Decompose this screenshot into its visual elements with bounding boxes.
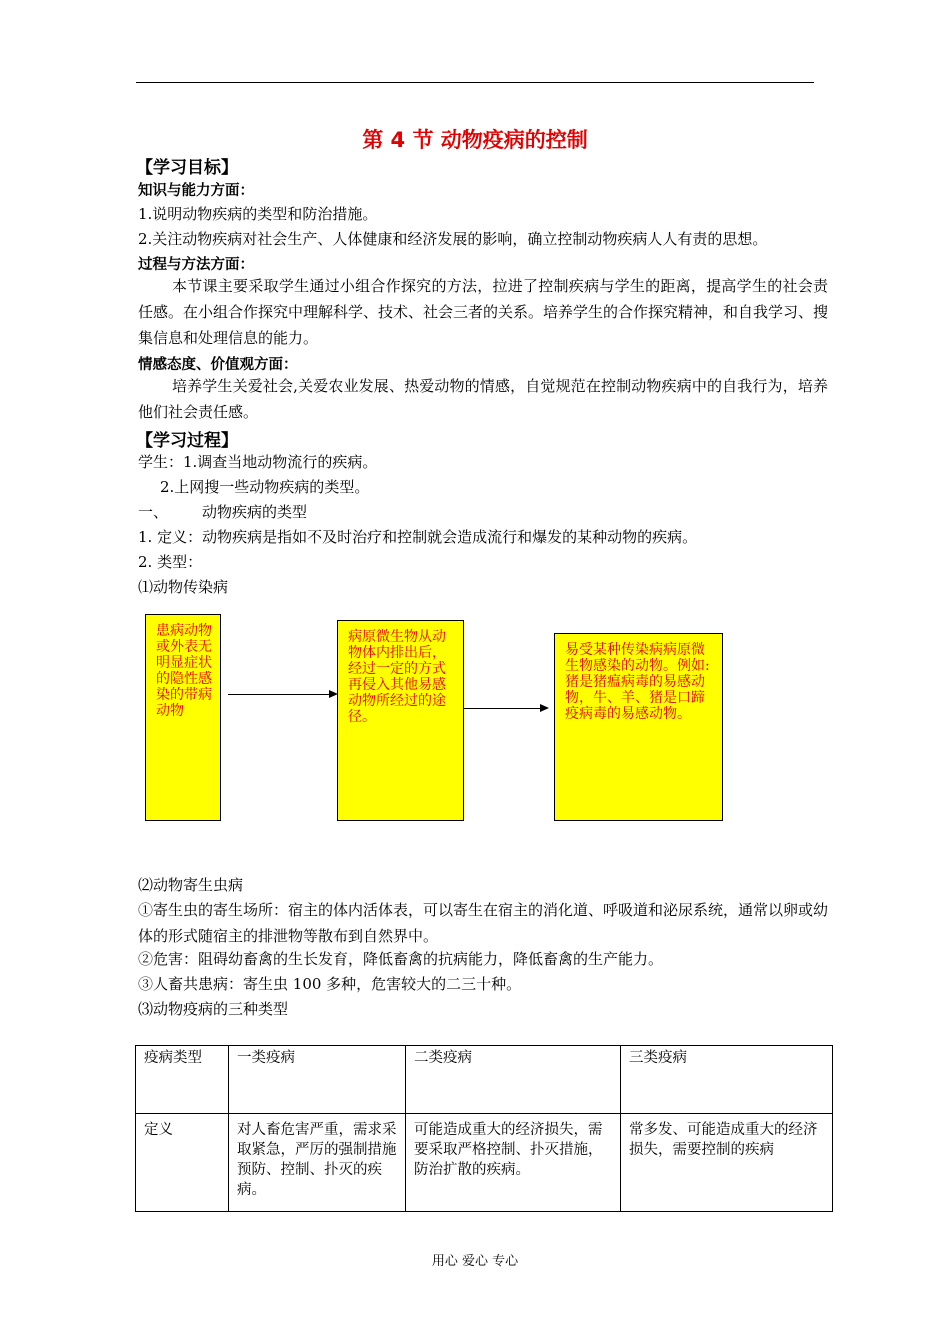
flow-box-source xyxy=(145,614,221,821)
table-header-row xyxy=(136,1046,833,1114)
table-cell: 可能造成重大的经济损失，需要采取严格控制、扑灭措施，防治扩散的疾病。 xyxy=(406,1114,621,1212)
flow-box-route-text: 病原微生物从动物体内排出后，经过一定的方式再侵入其他易感动物所经过的途径。 xyxy=(348,629,446,725)
table-header-cell: 三类疫病 xyxy=(621,1046,833,1114)
part-one-number: 一、 xyxy=(138,503,169,521)
table-header-cell: 二类疫病 xyxy=(406,1046,621,1114)
process-paragraph: 本节课主要采取学生通过小组合作探究的方法，拉进了控制疾病与学生的距离，提高学生的社会责任感。在小组合作探究中理解科学、技术、社会三者的关系。培养学生的合作探究精神，和自我学习、搜集信息和处理信息的能力。 xyxy=(138,277,829,347)
disease-type-table xyxy=(135,1045,833,1212)
emotion-paragraph: 培养学生关爱社会,关爱农业发展、热爱动物的情感，自觉规范在控制动物疾病中的自我行为，培养他们社会责任感。 xyxy=(138,377,828,421)
infectious-disease-heading: ⑴动物传染病 xyxy=(138,578,229,596)
section-goals-heading: 【学习目标】 xyxy=(136,158,238,178)
part-one-title: 动物疾病的类型 xyxy=(202,503,308,521)
table-cell: 对人畜危害严重，需求采取紧急，严厉的强制措施预防、控制、扑灭的疾病。 xyxy=(229,1114,406,1212)
table-row xyxy=(136,1114,833,1212)
three-types-heading: ⑶动物疫病的三种类型 xyxy=(138,1000,289,1018)
parasite-item-2: ②危害：阻碍幼畜禽的生长发育，降低畜禽的抗病能力，降低畜禽的生产能力。 xyxy=(138,950,664,968)
flow-box-route xyxy=(337,620,464,821)
flow-arrow-2 xyxy=(464,708,547,709)
table-header-cell: 疫病类型 xyxy=(136,1046,229,1114)
knowledge-item-1: 1.说明动物疾病的类型和防治措施。 xyxy=(138,205,378,223)
knowledge-item-2: 2.关注动物疾病对社会生产、人体健康和经济发展的影响，确立控制动物疾病人人有责的思想。 xyxy=(138,230,768,248)
parasite-item-3: ③人畜共患病：寄生虫 100 多种，危害较大的二三十种。 xyxy=(138,975,522,993)
definition-line: 1. 定义：动物疾病是指如不及时治疗和控制就会造成流行和爆发的某种动物的疾病。 xyxy=(138,528,698,546)
section-process-heading: 【学习过程】 xyxy=(136,431,238,451)
table-cell: 常多发、可能造成重大的经济损失，需要控制的疾病 xyxy=(621,1114,833,1212)
student-task-2: 2.上网搜一些动物疾病的类型。 xyxy=(160,478,370,496)
flow-box-source-text: 患病动物或外表无明显症状的隐性感染的带病动物 xyxy=(156,623,212,719)
header-rule xyxy=(136,82,814,83)
parasitic-disease-heading: ⑵动物寄生虫病 xyxy=(138,876,244,894)
emotion-heading: 情感态度、价值观方面： xyxy=(138,357,298,373)
page-footer: 用心 爱心 专心 xyxy=(431,1254,519,1269)
flow-box-susceptible-text: 易受某种传染病病原微生物感染的动物。例如:猪是猪瘟病毒的易感动物，牛、羊、猪是口蹄疫病毒的易感动物。 xyxy=(565,642,710,722)
student-task-1: 学生：1.调查当地动物流行的疾病。 xyxy=(138,453,378,471)
page-title: 第 4 节 动物疫病的控制 xyxy=(362,128,588,152)
flow-arrow-1 xyxy=(228,694,336,695)
table-row-label: 定义 xyxy=(136,1114,229,1212)
knowledge-heading: 知识与能力方面： xyxy=(138,183,254,199)
table-header-cell: 一类疫病 xyxy=(229,1046,406,1114)
types-line: 2. 类型： xyxy=(138,553,203,571)
parasite-item-1: ①寄生虫的寄生场所：宿主的体内活体表，可以寄生在宿主的消化道、呼吸道和泌尿系统，通常以卵或幼体的形式随宿主的排泄物等散布到自然界中。 xyxy=(138,901,829,945)
process-heading: 过程与方法方面： xyxy=(138,257,254,273)
flow-box-susceptible xyxy=(554,633,723,821)
